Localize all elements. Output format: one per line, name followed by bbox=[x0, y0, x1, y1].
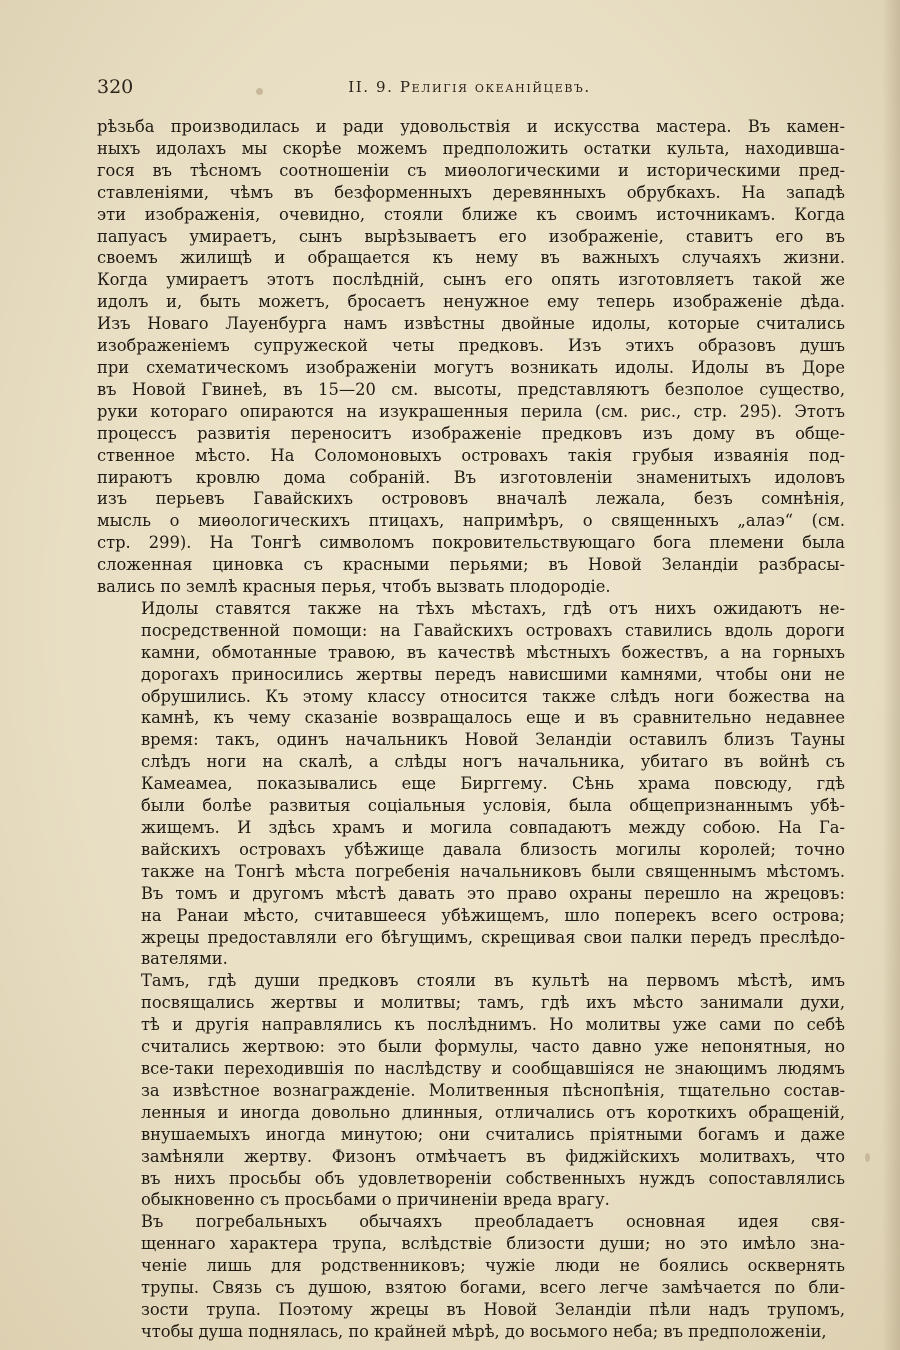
text-line: ченіе лишь для родственниковъ; чужіе люди не боялись осквернять bbox=[141, 1256, 845, 1276]
text-line: Камеамеа, показывались еще Бирггему. Сѣнь храма повсюду, гдѣ bbox=[141, 774, 845, 794]
text-line: замѣняли жертву. Физонъ отмѣчаетъ въ фиджійскихъ молитвахъ, что bbox=[141, 1146, 845, 1166]
page-header bbox=[97, 76, 842, 104]
text-line: эти изображенія, очевидно, стояли ближе къ своимъ источникамъ. Когда bbox=[97, 204, 845, 224]
text-line: своемъ жилищѣ и обращается къ нему въ важныхъ случаяхъ жизни. bbox=[97, 248, 845, 268]
text-line: въ Новой Гвинеѣ, въ 15—20 см. высоты, представляютъ безполое существо, bbox=[97, 379, 845, 399]
text-line: Когда умираетъ этотъ послѣдній, сынъ его опять изготовляетъ такой же bbox=[97, 270, 845, 290]
text-line: жрецы предоставляли его бѣгущимъ, скрещивая свои палки передъ преслѣдо- bbox=[141, 927, 845, 947]
text-line: гося въ тѣсномъ соотношеніи съ миѳологическими и историческими пред- bbox=[97, 160, 845, 180]
ink-spot bbox=[256, 88, 263, 95]
text-line: мысль о миѳологическихъ птицахъ, напримѣръ, о священныхъ „алаэ“ (см. bbox=[97, 511, 845, 531]
text-line: Въ погребальныхъ обычаяхъ преобладаетъ основная идея свя- bbox=[141, 1212, 845, 1232]
text-line: Идолы ставятся также на тѣхъ мѣстахъ, гдѣ отъ нихъ ожидаютъ не- bbox=[141, 598, 845, 618]
text-line: при схематическомъ изображеніи могутъ возникать идолы. Идолы въ Доре bbox=[97, 357, 845, 377]
text-line: идолъ и, быть можетъ, бросаетъ ненужное ему теперь изображеніе дѣда. bbox=[97, 292, 845, 312]
text-line: рѣзьба производилась и ради удовольствія и искусства мастера. Въ камен- bbox=[97, 117, 845, 136]
text-line: вателями. bbox=[141, 949, 228, 969]
text-line: считались жертвою: это были формулы, часто давно уже непонятныя, но bbox=[141, 1037, 845, 1057]
paragraph bbox=[97, 598, 845, 970]
text-line: внушаемыхъ иногда минутою; они считались пріятными богамъ и даже bbox=[141, 1124, 845, 1144]
text-line: были болѣе развитыя соціальныя условія, была общепризнаннымъ убѣ- bbox=[141, 796, 845, 816]
text-line: Въ томъ и другомъ мѣстѣ давать это право охраны перешло на жрецовъ: bbox=[141, 883, 845, 903]
text-line: чтобы душа поднялась, по крайней мѣрѣ, до восьмого неба; въ предположеніи, bbox=[141, 1321, 827, 1341]
text-line: слѣдъ ноги на скалѣ, а слѣды ногъ начальника, убитаго въ войнѣ съ bbox=[141, 752, 845, 772]
paragraph bbox=[97, 1211, 845, 1342]
text-line: камнѣ, къ чему сказаніе возвращалось еще и въ сравнительно недавнее bbox=[141, 708, 845, 728]
text-line: вайскихъ островахъ убѣжище давала близость могилы королей; точно bbox=[141, 839, 845, 859]
text-line: папуасъ умираетъ, сынъ вырѣзываетъ его изображеніе, ставитъ его въ bbox=[97, 226, 845, 246]
page-spine-shadow bbox=[882, 0, 900, 1350]
text-line: ставленіями, чѣмъ въ безформенныхъ деревянныхъ обрубкахъ. На западѣ bbox=[97, 182, 845, 202]
text-line: Изъ Новаго Лауенбурга намъ извѣстны двойные идолы, которые считались bbox=[97, 314, 845, 334]
ink-spot bbox=[865, 1153, 870, 1162]
text-line: зости трупа. Поэтому жрецы въ Новой Зеландіи пѣли надъ трупомъ, bbox=[141, 1299, 845, 1319]
text-line: жищемъ. И здѣсь храмъ и могила совпадаютъ между собою. На Га- bbox=[141, 818, 845, 837]
text-line: обрушились. Къ этому классу относится также слѣдъ ноги божества на bbox=[141, 686, 845, 706]
text-line: за извѣстное вознагражденіе. Молитвенныя пѣснопѣнія, тщательно состав- bbox=[141, 1080, 845, 1100]
text-line: ственное мѣсто. На Соломоновыхъ островахъ такія грубыя изваянія под- bbox=[97, 445, 845, 465]
text-line: ныхъ идолахъ мы скорѣе можемъ предположить остатки культа, находивша- bbox=[97, 138, 845, 158]
text-line: изображеніемъ супружеской четы предковъ. Изъ этихъ образовъ душъ bbox=[97, 336, 845, 356]
text-line: время: такъ, одинъ начальникъ Новой Зеландіи оставилъ близъ Тауны bbox=[141, 730, 845, 750]
text-line: тѣ и другія направлялись къ послѣднимъ. Но молитвы уже сами по себѣ bbox=[141, 1015, 845, 1035]
text-line: сложенная циновка съ красными перьями; въ Новой Зеландіи разбрасы- bbox=[97, 555, 845, 575]
body-text bbox=[97, 116, 845, 1343]
paragraph bbox=[97, 970, 845, 1211]
text-line: посвящались жертвы и молитвы; тамъ, гдѣ ихъ мѣсто занимали духи, bbox=[141, 993, 845, 1013]
running-head: II. 9. Религія океанійцевъ. bbox=[348, 78, 591, 96]
text-line: щеннаго характера трупа, вслѣдствіе близости души; но это имѣло зна- bbox=[141, 1234, 845, 1254]
text-line: стр. 299). На Тонгѣ символомъ покровительствующаго бога племени была bbox=[97, 533, 845, 553]
text-line: вались по землѣ красныя перья, чтобъ вызвать плодородіе. bbox=[97, 577, 611, 597]
text-line: процессъ развитія переноситъ изображеніе предковъ изъ дому въ обще- bbox=[97, 423, 845, 443]
text-line: ленныя и иногда довольно длинныя, отличались отъ короткихъ обращеній, bbox=[141, 1102, 845, 1122]
text-line: все-таки переходившія по наслѣдству и сообщавшіяся не знающимъ людямъ bbox=[141, 1058, 845, 1078]
paragraph bbox=[97, 116, 845, 598]
text-line: Тамъ, гдѣ души предковъ стояли въ культѣ на первомъ мѣстѣ, имъ bbox=[141, 971, 845, 991]
text-line: изъ перьевъ Гавайскихъ острововъ вначалѣ лежала, безъ сомнѣнія, bbox=[97, 489, 845, 509]
text-line: обыкновенно съ просьбами о причиненіи вреда врагу. bbox=[141, 1190, 610, 1210]
text-line: пираютъ кровлю дома собраній. Въ изготовленіи знаменитыхъ идоловъ bbox=[97, 467, 845, 487]
text-line: камни, обмотанные травою, въ качествѣ мѣстныхъ божествъ, а на горныхъ bbox=[141, 642, 845, 662]
text-line: на Ранаи мѣсто, считавшееся убѣжищемъ, шло поперекъ всего острова; bbox=[141, 905, 845, 925]
text-line: также на Тонгѣ мѣста погребенія начальниковъ были священнымъ мѣстомъ. bbox=[141, 861, 845, 881]
text-line: трупы. Связь съ душою, взятою богами, всего легче замѣчается по бли- bbox=[141, 1278, 845, 1298]
text-line: руки котораго опираются на изукрашенныя перила (см. рис., стр. 295). Этотъ bbox=[97, 401, 845, 421]
text-line: посредственной помощи: на Гавайскихъ островахъ ставились вдоль дороги bbox=[141, 620, 845, 640]
text-line: въ нихъ просьбы объ удовлетвореніи собственныхъ нуждъ сопоставлялись bbox=[141, 1168, 845, 1188]
page-number: 320 bbox=[97, 76, 134, 98]
text-line: дорогахъ приносились жертвы передъ нависшими камнями, чтобы они не bbox=[141, 664, 845, 684]
